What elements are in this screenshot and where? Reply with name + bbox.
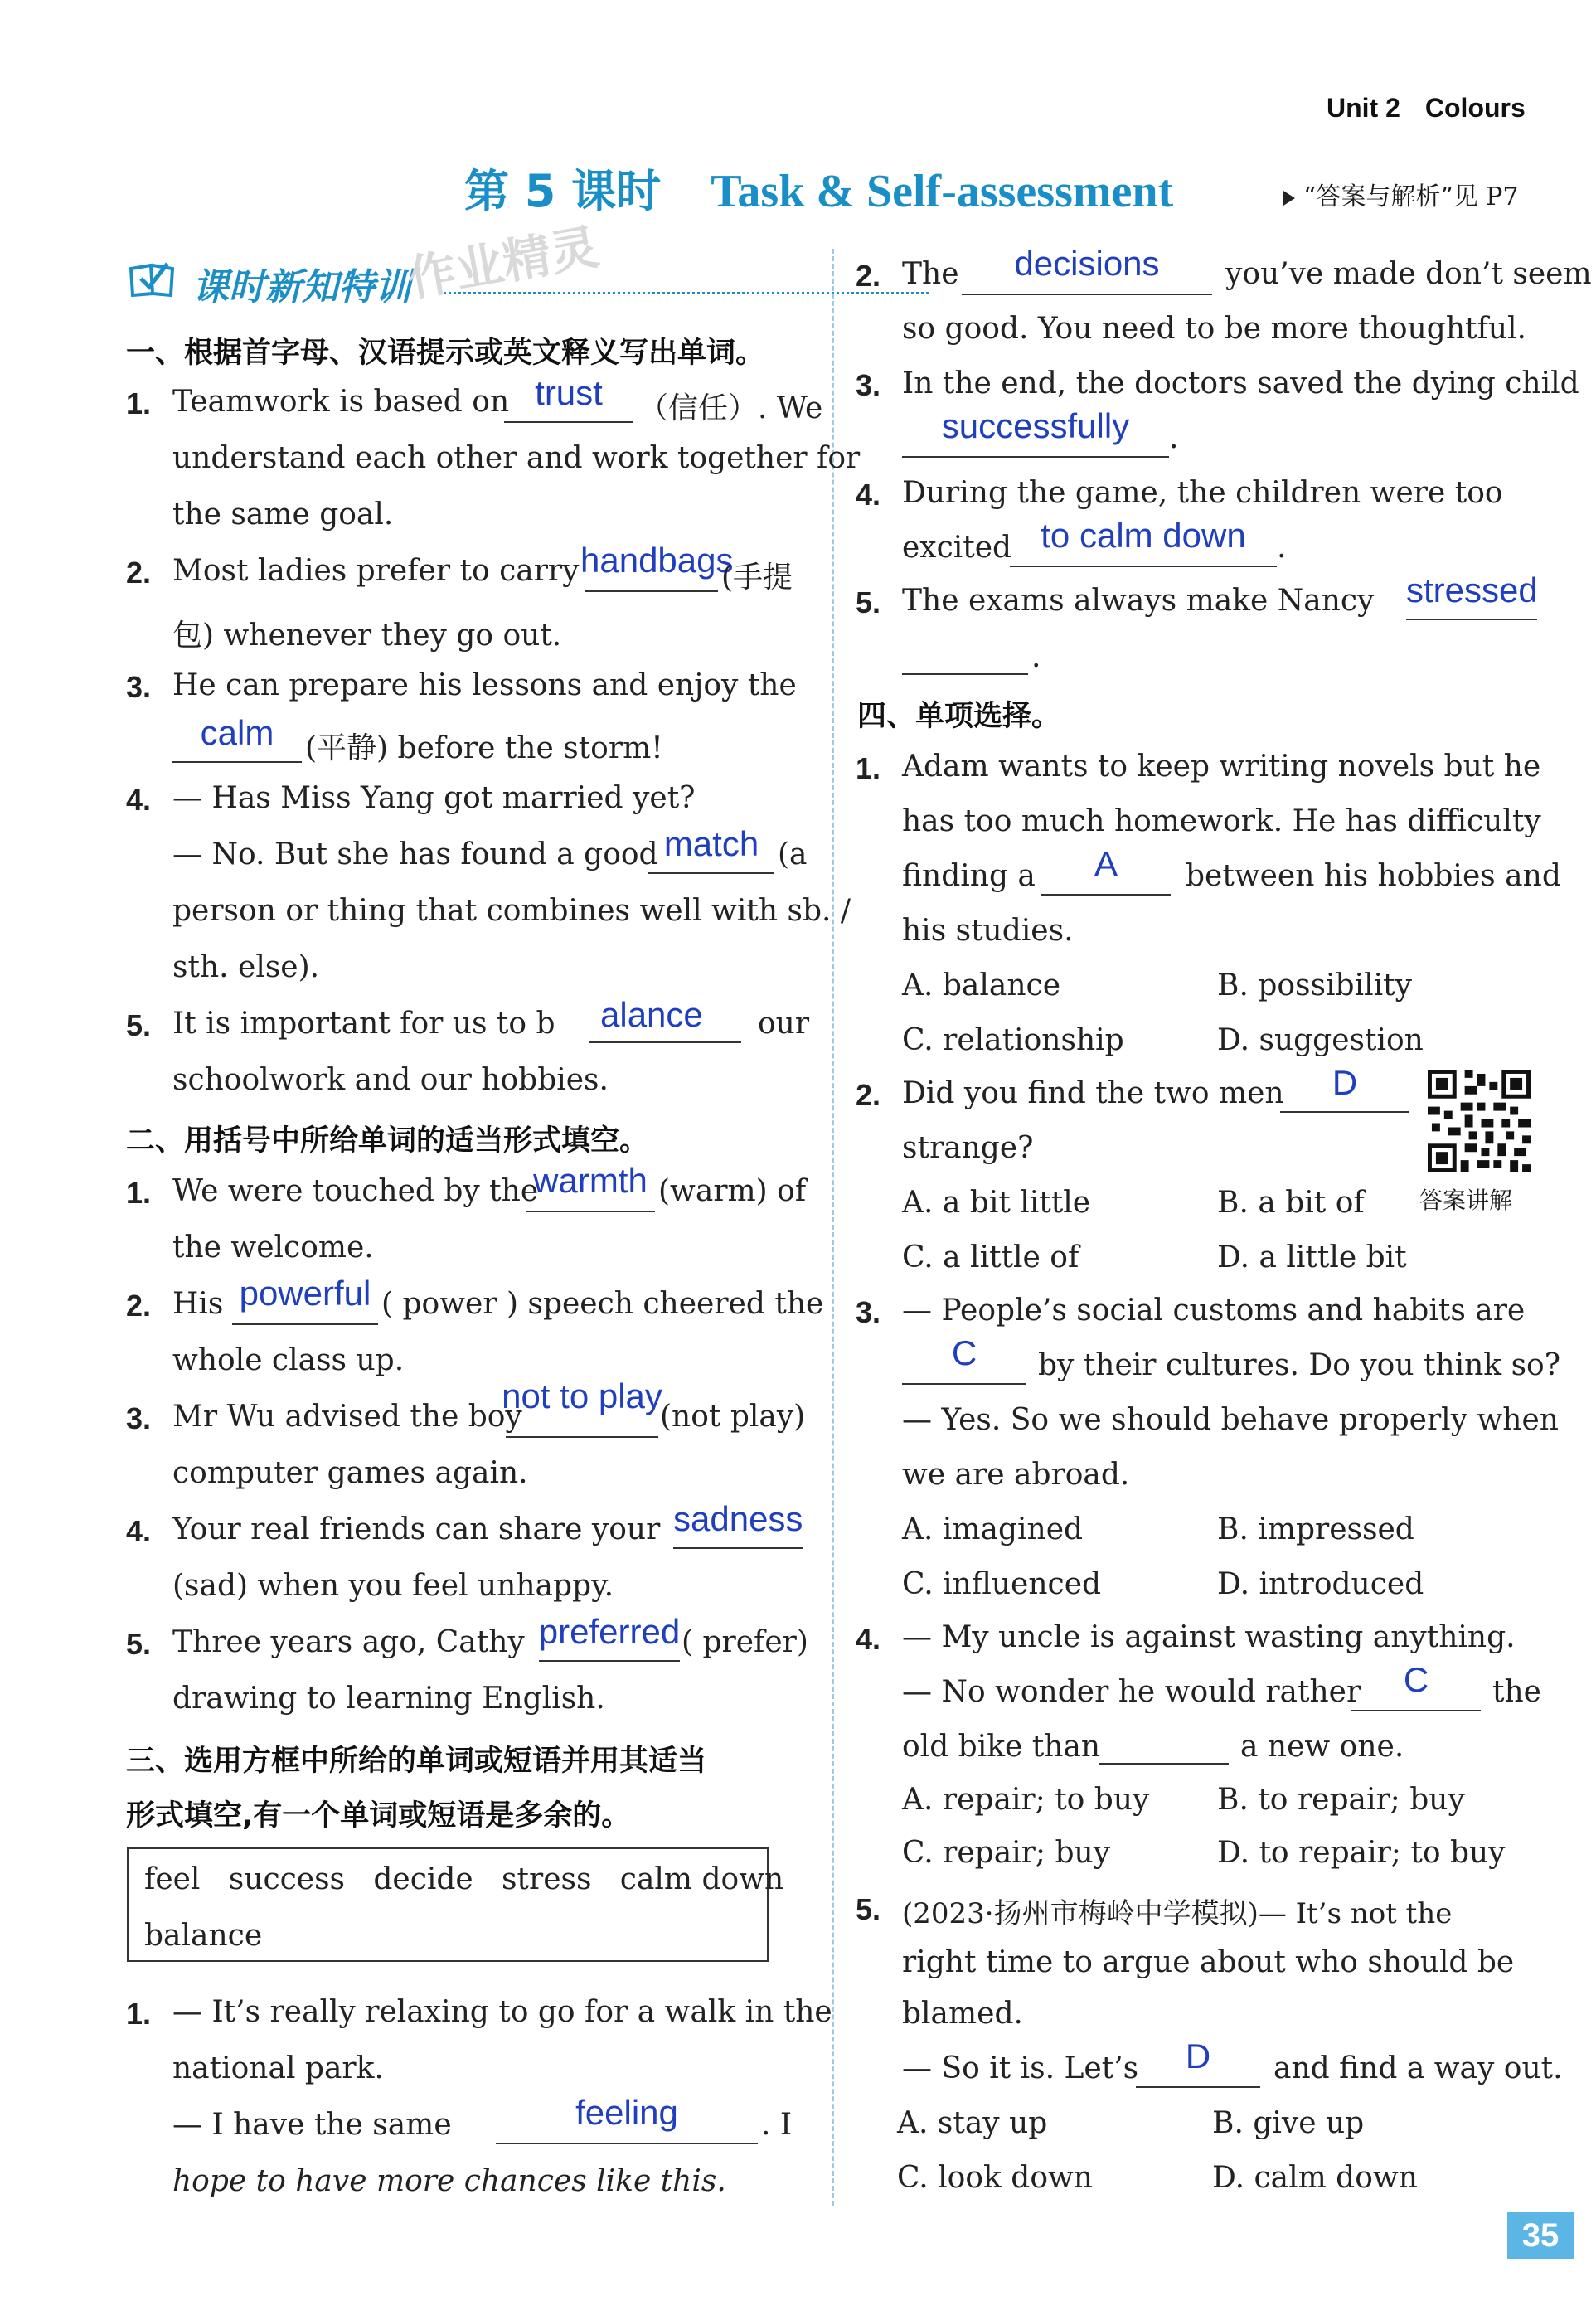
- s4-q1-text-a: Adam wants to keep writing novels but he: [902, 750, 1541, 784]
- s1-q3-number: 3.: [126, 670, 152, 704]
- s4-q3-text-b: by their cultures. Do you think so?: [1038, 1348, 1561, 1382]
- s2-q4-number: 4.: [126, 1514, 152, 1548]
- s3-q5-text-b: .: [1031, 640, 1041, 674]
- s3-q2-text-a: The: [902, 257, 959, 291]
- s2-q5-answer: preferred: [538, 1612, 681, 1651]
- s4-q1-option-d[interactable]: D. suggestion: [1217, 1023, 1424, 1057]
- s3-q5-number: 5.: [856, 585, 881, 619]
- s2-q4-blank[interactable]: [673, 1547, 803, 1549]
- s1-q3-text-a: He can prepare his lessons and enjoy the: [172, 668, 797, 702]
- s4-q3-answer: C: [951, 1333, 977, 1372]
- s2-q1-number: 1.: [126, 1176, 152, 1210]
- word-bank-line-1: feel success decide stress calm down: [144, 1862, 784, 1896]
- s2-q5-number: 5.: [126, 1627, 152, 1661]
- section-2-heading: 二、用括号中所给单词的适当形式填空。: [126, 1124, 649, 1158]
- s3-q2-blank[interactable]: [962, 294, 1212, 295]
- s3-q2-text-b: you’ve made don’t seem: [1225, 257, 1592, 291]
- s2-q5-blank[interactable]: [539, 1660, 680, 1662]
- s3-q4-number: 4.: [856, 478, 881, 512]
- s4-q1-text-e: his studies.: [902, 914, 1074, 948]
- s1-q2-answer: handbags: [580, 541, 734, 580]
- lesson-title-cn: 第 5 课时: [464, 165, 662, 217]
- s1-q2-blank[interactable]: [585, 590, 718, 592]
- column-divider: [832, 249, 834, 2206]
- s1-q4-text-d: person or thing that combines well with sb. /: [172, 894, 851, 928]
- s2-q4-text-b: (sad) when you feel unhappy.: [172, 1569, 614, 1603]
- s1-q1-number: 1.: [126, 386, 152, 420]
- s1-q3-text-b: (平静) before the storm!: [305, 731, 663, 765]
- s1-q5-answer: alance: [600, 995, 703, 1034]
- s1-q4-text-c: (a: [778, 837, 808, 871]
- s4-q4-option-a[interactable]: A. repair; to buy: [902, 1783, 1150, 1817]
- section-3-heading-2: 形式填空,有一个单词或短语是多余的。: [126, 1799, 631, 1833]
- s4-q1-number: 1.: [856, 751, 881, 785]
- s2-q3-text-a: Mr Wu advised the boy: [172, 1400, 522, 1434]
- section-3-heading-1: 三、选用方框中所给的单词或短语并用其适当: [126, 1745, 707, 1778]
- s1-q1-text-c: understand each other and work together for: [172, 441, 861, 475]
- s4-q4-answer: C: [1403, 1660, 1429, 1699]
- page-number: 35: [1507, 2212, 1574, 2259]
- s2-q5-text-a: Three years ago, Cathy: [172, 1625, 525, 1659]
- s1-q1-text-d: the same goal.: [172, 498, 394, 532]
- s2-q5-text-c: drawing to learning English.: [172, 1682, 605, 1716]
- s3-q1-number: 1.: [126, 1997, 152, 2031]
- s1-q2-text-a: Most ladies prefer to carry: [172, 554, 580, 588]
- s3-q2-answer: decisions: [1014, 244, 1160, 283]
- s4-q3-blank[interactable]: [902, 1383, 1026, 1385]
- s2-q3-number: 3.: [126, 1401, 152, 1435]
- s3-q3-blank[interactable]: [902, 456, 1169, 458]
- s4-q2-option-c[interactable]: C. a little of: [902, 1240, 1079, 1274]
- answer-reference-text: “答案与解析”见 P7: [1303, 182, 1519, 211]
- qr-code-icon[interactable]: [1428, 1070, 1531, 1172]
- s3-q1-text-c: — I have the same: [172, 2108, 452, 2142]
- s2-q3-blank[interactable]: [506, 1436, 658, 1438]
- s3-q2-number: 2.: [856, 259, 881, 293]
- qr-label: 答案讲解: [1419, 1187, 1513, 1214]
- s3-q3-text-b: .: [1169, 421, 1179, 455]
- s4-q3-number: 3.: [856, 1295, 881, 1329]
- s1-q4-number: 4.: [126, 783, 152, 817]
- s4-q4-option-b[interactable]: B. to repair; buy: [1217, 1783, 1465, 1817]
- s2-q2-text-b: ( power ) speech cheered the: [381, 1287, 824, 1321]
- s1-q1-text-a: Teamwork is based on: [172, 385, 510, 419]
- word-bank-line-2: balance: [144, 1919, 263, 1953]
- s4-q1-option-a[interactable]: A. balance: [902, 969, 1061, 1003]
- s4-q1-option-b[interactable]: B. possibility: [1217, 969, 1412, 1003]
- s3-q5-answer: stressed: [1406, 570, 1538, 609]
- s3-q4-text-b: excited: [902, 531, 1012, 565]
- s3-q3-text-a: In the end, the doctors saved the dying child: [902, 367, 1579, 401]
- answer-reference: [1283, 176, 1518, 212]
- s3-q5-blank-continued: [902, 673, 1028, 675]
- s2-q3-answer: not to play: [502, 1376, 662, 1415]
- s1-q4-blank[interactable]: [648, 872, 774, 874]
- unit-header: [1327, 93, 1526, 124]
- s4-q4-blank-2[interactable]: [1099, 1763, 1229, 1765]
- s4-q1-answer: A: [1094, 844, 1118, 883]
- s1-q3-answer: calm: [200, 713, 274, 752]
- s4-q3-option-c[interactable]: C. influenced: [902, 1567, 1102, 1601]
- s3-q4-blank[interactable]: [1010, 566, 1277, 567]
- s1-q1-answer: trust: [535, 373, 603, 412]
- s3-q1-text-e: hope to have more chances like this.: [172, 2164, 726, 2198]
- s4-q1-text-c: finding a: [902, 859, 1036, 893]
- s4-q5-blank[interactable]: [1136, 2086, 1260, 2088]
- watermark: 作业精灵: [403, 218, 604, 308]
- s4-q4-number: 4.: [856, 1622, 881, 1656]
- s3-q1-text-a: — It’s really relaxing to go for a walk in the: [172, 1995, 832, 2029]
- s1-q5-text-b: our: [758, 1007, 810, 1041]
- s1-q2-text-b: (手提: [721, 561, 793, 595]
- s3-q1-text-b: national park.: [172, 2051, 384, 2085]
- s1-q4-text-e: sth. else).: [172, 950, 320, 984]
- s4-q3-text-d: we are abroad.: [902, 1458, 1130, 1492]
- s2-q1-answer: warmth: [533, 1161, 648, 1200]
- s3-q4-text-a: During the game, the children were too: [902, 476, 1503, 510]
- triangle-icon: [1283, 191, 1295, 206]
- s1-q1-blank[interactable]: [504, 421, 633, 423]
- s4-q3-option-d[interactable]: D. introduced: [1217, 1567, 1424, 1601]
- s4-q2-blank[interactable]: [1280, 1111, 1409, 1113]
- s4-q4-option-c[interactable]: C. repair; buy: [902, 1836, 1111, 1870]
- s4-q5-option-b[interactable]: B. give up: [1212, 2106, 1365, 2140]
- s4-q4-text-a: — My uncle is against wasting anything.: [902, 1620, 1516, 1654]
- s4-q2-option-d[interactable]: D. a little bit: [1217, 1240, 1407, 1274]
- section-1-heading: 一、根据首字母、汉语提示或英文释义写出单词。: [126, 337, 765, 370]
- lesson-title: [464, 156, 1173, 220]
- s1-q2-text-c: 包) whenever they go out.: [172, 619, 562, 653]
- s3-q5-blank[interactable]: [1406, 619, 1537, 620]
- s2-q5-text-b: ( prefer): [682, 1625, 808, 1659]
- s1-q4-answer: match: [663, 824, 759, 863]
- s4-q5-text-e: and find a way out.: [1273, 2051, 1563, 2085]
- s2-q2-number: 2.: [126, 1289, 152, 1323]
- s2-q1-blank[interactable]: [526, 1211, 655, 1212]
- s1-q5-text-a: It is important for us to b: [172, 1007, 555, 1041]
- s4-q4-text-b: — No wonder he would rather: [902, 1675, 1361, 1709]
- s1-q5-text-c: schoolwork and our hobbies.: [172, 1063, 609, 1097]
- section-4-heading: 四、单项选择。: [857, 700, 1061, 733]
- s3-q4-answer: to calm down: [1041, 516, 1246, 555]
- s3-q2-text-c: so good. You need to be more thoughtful.: [902, 312, 1526, 346]
- s4-q5-text-a: (2023·扬州市梅岭中学模拟)— It’s not the: [902, 1897, 1453, 1930]
- s1-q3-blank[interactable]: [172, 761, 302, 763]
- s2-q4-answer: sadness: [673, 1499, 803, 1538]
- s4-q5-answer: D: [1185, 2037, 1211, 2075]
- s4-q2-option-b[interactable]: B. a bit of: [1217, 1186, 1365, 1220]
- s2-q2-blank[interactable]: [232, 1323, 378, 1325]
- s4-q5-option-c[interactable]: C. look down: [897, 2161, 1093, 2195]
- s1-q5-number: 5.: [126, 1008, 152, 1042]
- s4-q4-blank[interactable]: [1351, 1710, 1481, 1711]
- book-check-icon: [128, 260, 177, 297]
- s4-q5-text-d: — So it is. Let’s: [902, 2051, 1139, 2085]
- s1-q4-text-a: — Has Miss Yang got married yet?: [172, 781, 696, 815]
- s4-q4-text-d: old bike than: [902, 1730, 1101, 1764]
- s3-q1-answer: feeling: [575, 2093, 678, 2132]
- s4-q1-option-c[interactable]: C. relationship: [902, 1023, 1124, 1057]
- banner-label: 课时新知特训: [192, 266, 411, 308]
- s4-q2-number: 2.: [856, 1078, 881, 1112]
- s4-q5-number: 5.: [856, 1892, 881, 1926]
- s3-q3-number: 3.: [856, 368, 881, 402]
- s4-q2-answer: D: [1332, 1063, 1358, 1102]
- s3-q4-text-c: .: [1277, 531, 1287, 565]
- s2-q1-text-b: (warm) of: [658, 1174, 807, 1208]
- s4-q5-text-b: right time to argue about who should be: [902, 1945, 1515, 1979]
- lesson-title-en: Task & Self-assessment: [711, 166, 1174, 217]
- s4-q4-option-d[interactable]: D. to repair; to buy: [1217, 1836, 1506, 1870]
- s4-q1-blank[interactable]: [1041, 894, 1171, 896]
- s3-q5-text-a: The exams always make Nancy: [902, 584, 1375, 618]
- s2-q1-text-a: We were touched by the: [172, 1174, 539, 1208]
- s4-q3-option-a[interactable]: A. imagined: [902, 1512, 1084, 1546]
- s4-q2-option-a[interactable]: A. a bit little: [902, 1186, 1091, 1220]
- s4-q1-text-d: between his hobbies and: [1186, 859, 1561, 893]
- s4-q5-text-c: blamed.: [902, 1997, 1023, 2031]
- s4-q4-text-e: a new one.: [1240, 1730, 1404, 1764]
- s4-q3-text-c: — Yes. So we should behave properly when: [902, 1403, 1559, 1437]
- s1-q2-number: 2.: [126, 556, 152, 590]
- s2-q4-text-a: Your real friends can share your: [172, 1512, 661, 1546]
- unit-label: Unit 2: [1327, 93, 1400, 123]
- s3-q3-answer: successfully: [941, 406, 1130, 445]
- s4-q5-option-a[interactable]: A. stay up: [897, 2106, 1048, 2140]
- s2-q2-text-a: His: [172, 1287, 224, 1321]
- s2-q2-text-c: whole class up.: [172, 1343, 405, 1377]
- s4-q2-text-b: strange?: [902, 1131, 1034, 1165]
- s4-q1-text-b: has too much homework. He has difficulty: [902, 804, 1541, 838]
- s4-q3-text-a: — People’s social customs and habits are: [902, 1294, 1526, 1328]
- s1-q5-blank[interactable]: [589, 1041, 741, 1043]
- s2-q3-text-b: (not play): [660, 1400, 806, 1434]
- s2-q3-text-c: computer games again.: [172, 1456, 528, 1490]
- unit-topic: Colours: [1424, 93, 1526, 123]
- s2-q2-answer: powerful: [239, 1274, 371, 1313]
- s1-q1-text-b: （信任）. We: [638, 391, 823, 425]
- s3-q1-text-d: . I: [761, 2108, 793, 2142]
- s1-q4-text-b: — No. But she has found a good: [172, 837, 658, 871]
- s4-q3-option-b[interactable]: B. impressed: [1217, 1512, 1414, 1546]
- s3-q1-blank[interactable]: [496, 2143, 758, 2144]
- s4-q5-option-d[interactable]: D. calm down: [1212, 2161, 1418, 2195]
- s4-q2-text-a: Did you find the two men: [902, 1076, 1284, 1110]
- s4-q4-text-c: the: [1492, 1675, 1541, 1709]
- s2-q1-text-c: the welcome.: [172, 1231, 374, 1265]
